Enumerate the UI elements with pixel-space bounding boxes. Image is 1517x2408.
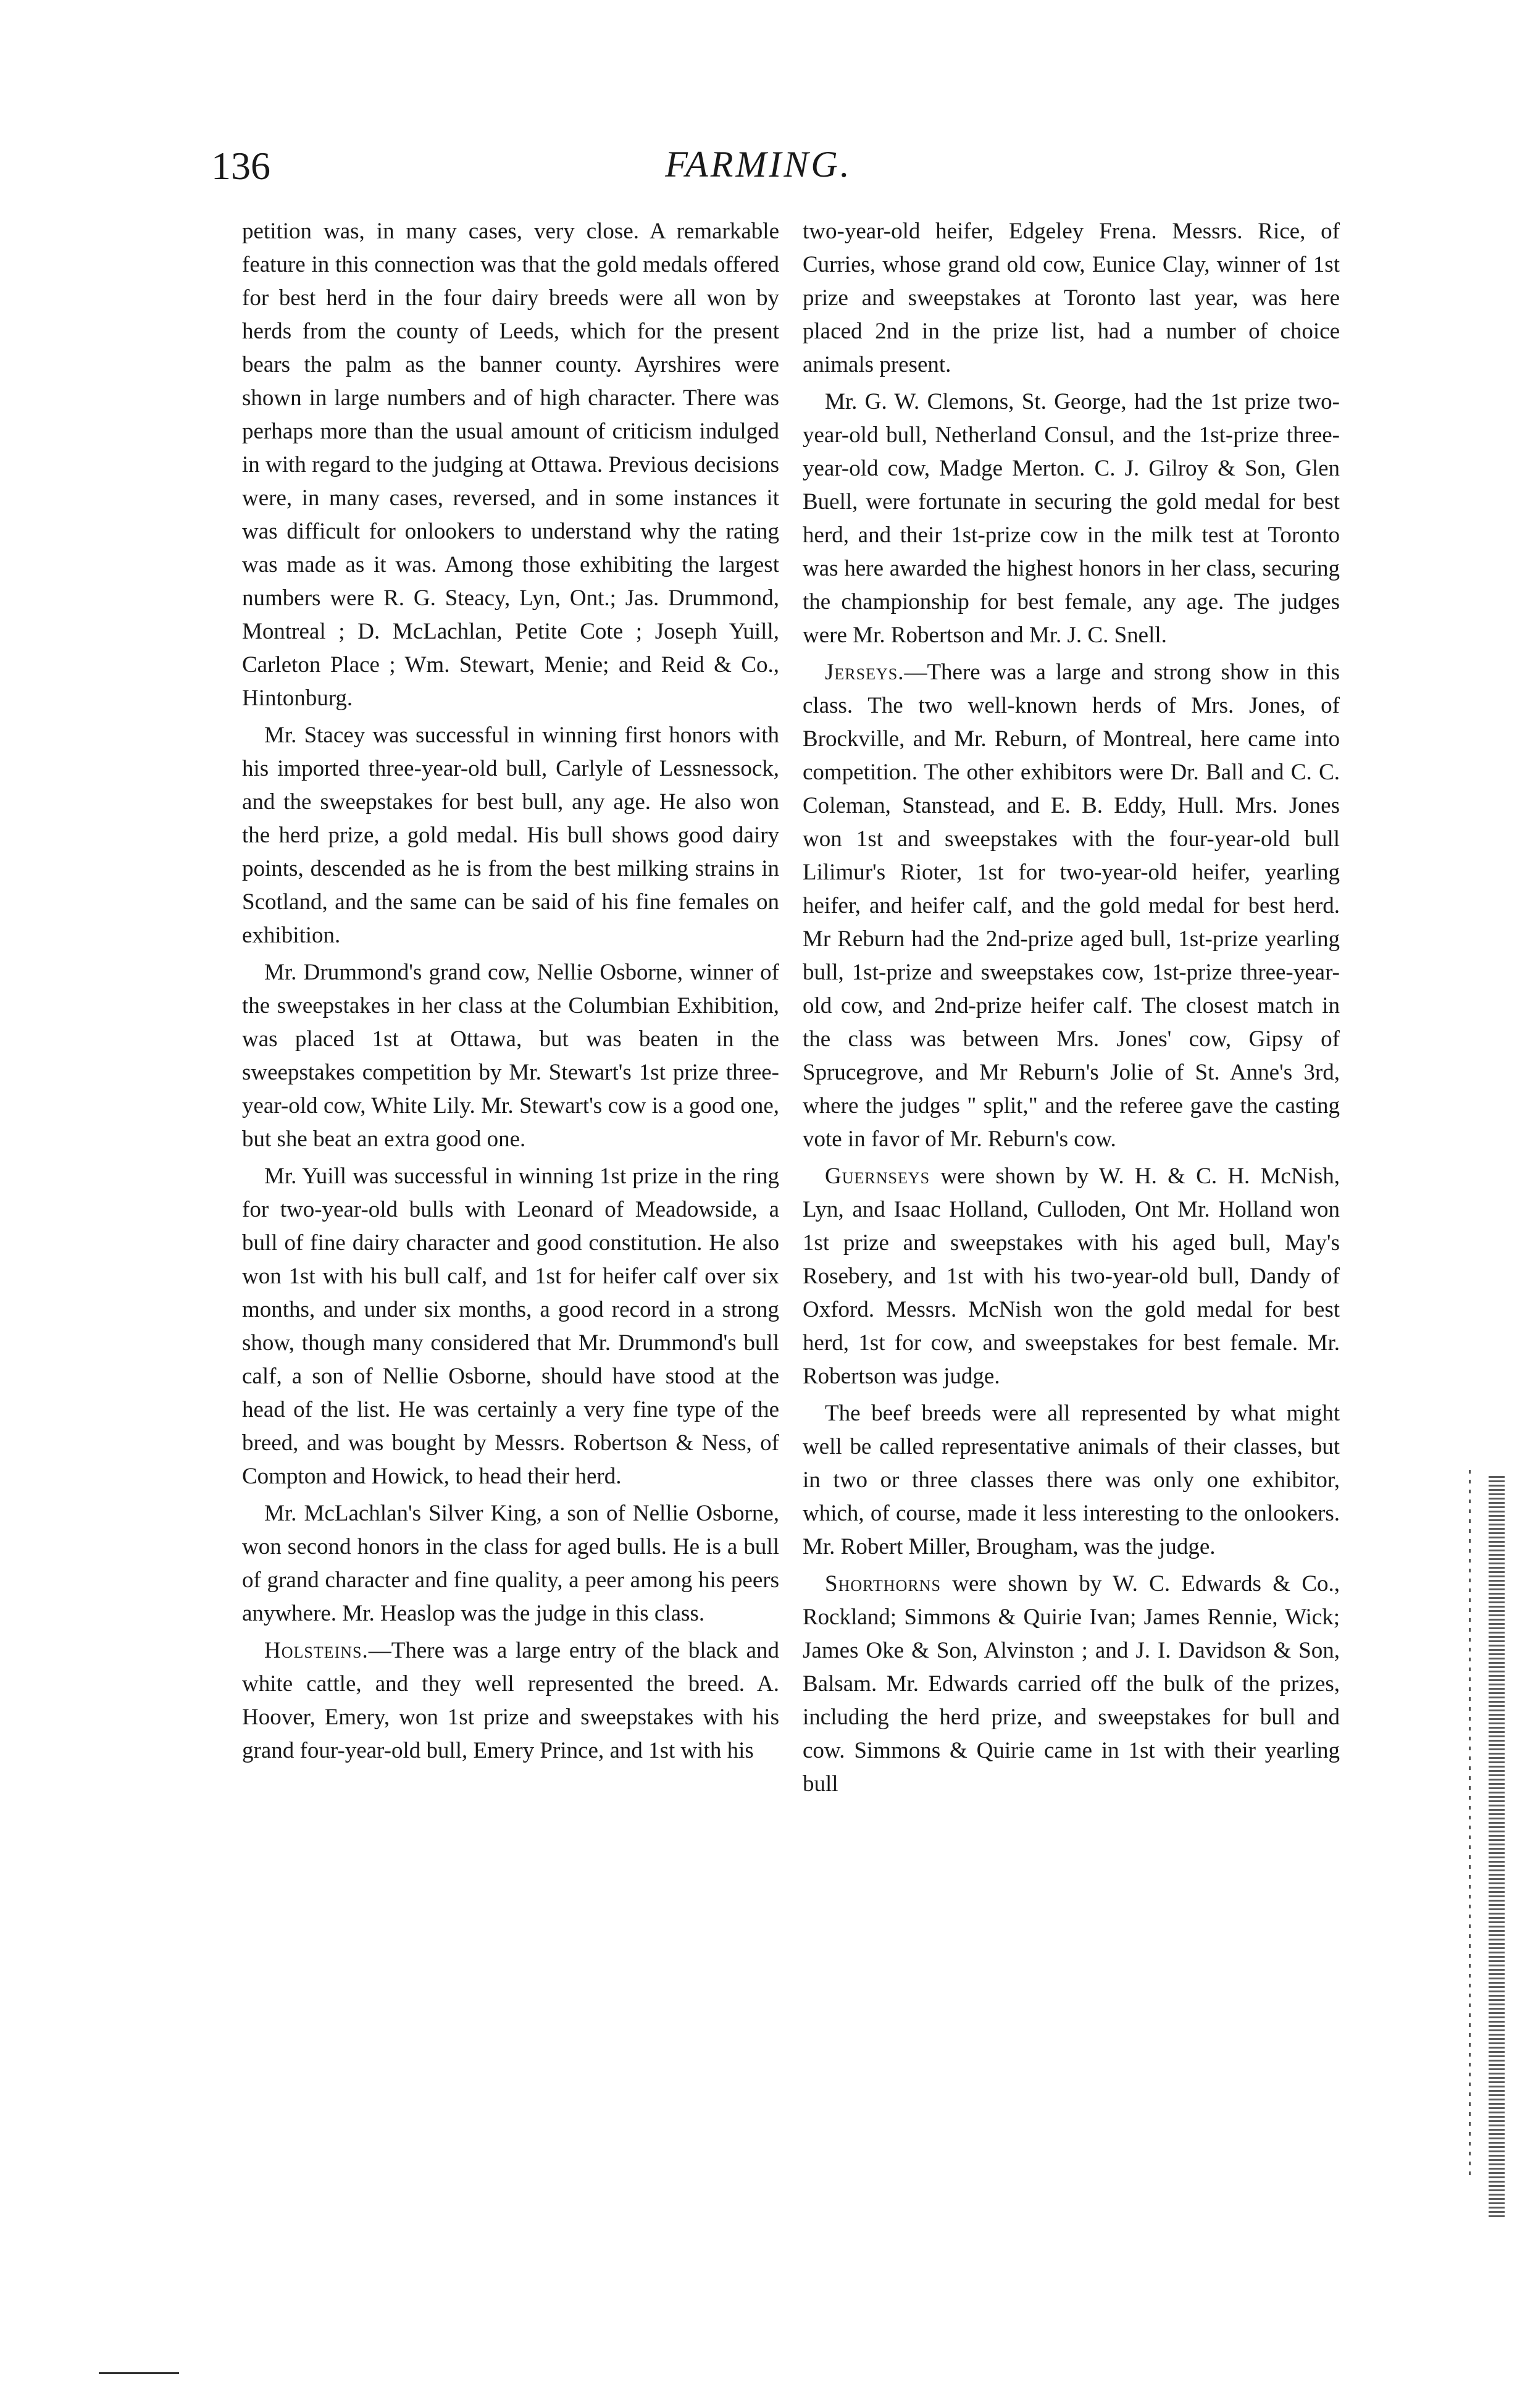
paragraph: Mr. Yuill was successful in winning 1st prize in the ring for two-year-old bulls with Leonard of Meadowside, a bull of fine dairy character and good constitution. He also won 1st with his bull calf, and 1st for heifer calf over six months, and under six months, a good record in a strong show, though many considered that Mr. Drummond's bull calf, a son of Nellie Osborne, should have stood at the head of the list. He was certainly a very fine type of the breed, and was bought by Messrs. Robertson & Ness, of Compton and Howick, to head their herd. — [242, 1164, 779, 1489]
scan-binding-artifact — [1489, 1476, 1505, 2217]
paragraph: The beef breeds were all represented by what might well be called representative animals of their classes, but in two or three classes there was only one exhibitor, which, of course, made it less interesting to the onlookers. Mr. Robert Miller, Brougham, was the judge. — [803, 1401, 1340, 1559]
section-lead: Shorthorns — [825, 1571, 941, 1596]
paragraph: two-year-old heifer, Edgeley Frena. Messrs. Rice, of Curries, whose grand old cow, Eunice Clay, winner of 1st prize and sweepstakes at Toronto last year, was here placed 2nd in the prize list, had a number of choice animals present. — [803, 219, 1340, 377]
left-column — [242, 215, 779, 2160]
paragraph: Mr. G. W. Clemons, St. George, had the 1st prize two-year-old bull, Netherland Consul, and the 1st-prize three-year-old cow, Madge Merton. C. J. Gilroy & Son, Glen Buell, were fortunate in securing the gold medal for best herd, and their 1st-prize cow in the milk test at Toronto was here awarded the highest honors in her class, securing the championship for best female, any age. The judges were Mr. Robertson and Mr. J. C. Snell. — [803, 389, 1340, 648]
section-lead: Holsteins. — [264, 1638, 369, 1663]
paragraph: Guernseys were shown by W. H. & C. H. McNish, Lyn, and Isaac Holland, Culloden, Ont Mr. Holland won 1st prize and sweepstakes with his aged bull, May's Rosebery, and 1st with his two-year-old bull, Dandy of Oxford. Messrs. McNish won the gold medal for best herd, 1st for cow, and sweepstakes for best female. Mr. Robertson was judge. — [803, 1164, 1340, 1389]
section-lead: Guernseys — [825, 1164, 930, 1189]
paragraph: Mr. McLachlan's Silver King, a son of Nellie Osborne, won second honors in the class for aged bulls. He is a bull of grand character and fine quality, a peer among his peers anywhere. Mr. Heaslop was the judge in this class. — [242, 1501, 779, 1626]
right-column — [803, 215, 1340, 2160]
page-header — [0, 143, 1517, 199]
corner-rule — [99, 2372, 179, 2374]
section-lead: Jerseys. — [825, 660, 905, 685]
paragraph: Mr. Drummond's grand cow, Nellie Osborne, winner of the sweepstakes in her class at the Columbian Exhibition, was placed 1st at Ottawa, but was beaten in the sweepstakes competition by Mr. Stewart's 1st prize three-year-old cow, White Lily. Mr. Stewart's cow is a good one, but she beat an extra good one. — [242, 960, 779, 1152]
running-title: FARMING. — [665, 144, 852, 185]
page-number: 136 — [211, 144, 270, 188]
paragraph: Holsteins.—There was a large entry of the black and white cattle, and they well represented the breed. A. Hoover, Emery, won 1st prize and sweepstakes with his grand four-year-old bull, Emery Prince, and 1st with his — [242, 1638, 779, 1763]
paragraph: Jerseys.—There was a large and strong show in this class. The two well-known herds of Mrs. Jones, of Brockville, and Mr. Reburn, of Montreal, here came into competition. The other exhibitors were Dr. Ball and C. C. Coleman, Stanstead, and E. B. Eddy, Hull. Mrs. Jones won 1st and sweepstakes with the four-year-old bull Lilimur's Rioter, 1st for two-year-old heifer, yearling heifer, and heifer calf, and the gold medal for best herd. Mr Reburn had the 2nd-prize aged bull, 1st-prize yearling bull, 1st-prize and sweepstakes cow, 1st-prize three-year-old cow, and 2nd-prize heifer calf. The closest match in the class was between Mrs. Jones' cow, Gipsy of Sprucegrove, and Mr Reburn's Jolie of St. Anne's 3rd, where the judges " split," and the referee gave the casting vote in favor of Mr. Reburn's cow. — [803, 660, 1340, 1152]
paragraph: Shorthorns were shown by W. C. Edwards & Co., Rockland; Simmons & Quirie Ivan; James Rennie, Wick; James Oke & Son, Alvinston ; and J. I. Davidson & Son, Balsam. Mr. Edwards carried off the bulk of the prizes, including the herd prize, and sweepstakes for bull and cow. Simmons & Quirie came in 1st with their yearling bull — [803, 1571, 1340, 1797]
paragraph: Mr. Stacey was successful in winning first honors with his imported three-year-old bull, Carlyle of Lessnessock, and the sweepstakes for best bull, any age. He also won the herd prize, a gold medal. His bull shows good dairy points, descended as he is from the best milking strains in Scotland, and the same can be said of his fine females on exhibition. — [242, 723, 779, 948]
scan-edge-artifact — [1469, 1470, 1471, 2180]
paragraph: petition was, in many cases, very close. A remarkable feature in this connection was that the gold medals offered for best herd in the four dairy breeds were all won by herds from the county of Leeds, which for the present bears the palm as the banner county. Ayrshires were shown in large numbers and of high character. There was perhaps more than the usual amount of criticism indulged in with regard to the judging at Ottawa. Previous decisions were, in many cases, reversed, and in some instances it was difficult for onlookers to understand why the rating was made as it was. Among those exhibiting the largest numbers were R. G. Steacy, Lyn, Ont.; Jas. Drummond, Montreal ; D. McLachlan, Petite Cote ; Joseph Yuill, Carleton Place ; Wm. Stewart, Menie; and Reid & Co., Hintonburg. — [242, 219, 779, 711]
